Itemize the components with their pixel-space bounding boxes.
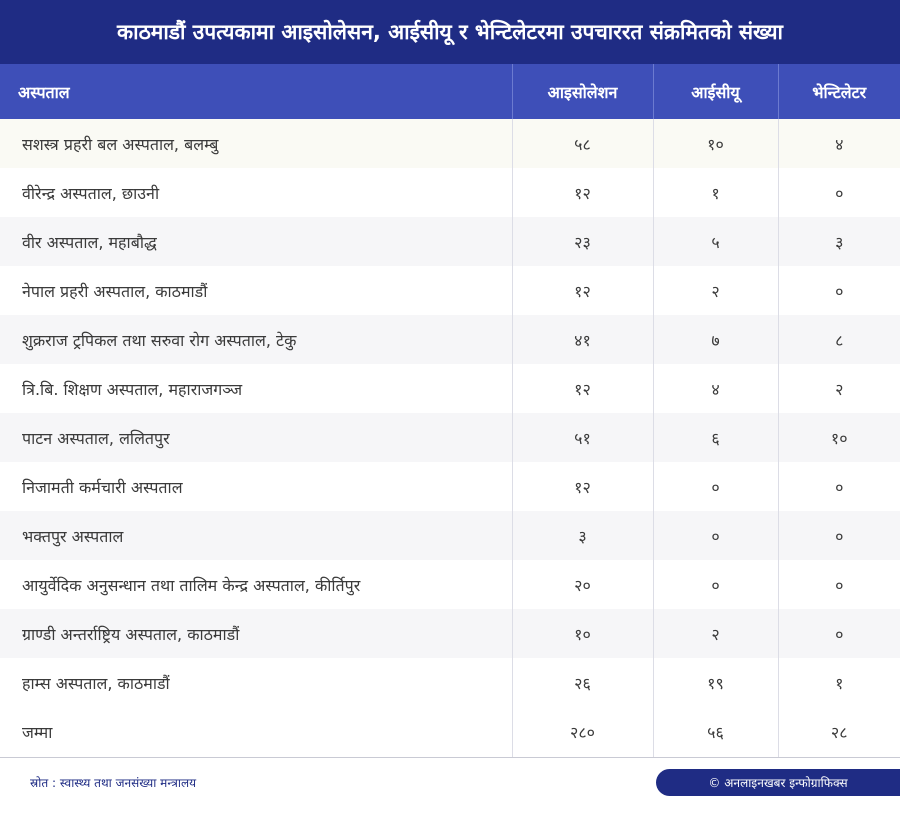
credit-badge: © अनलाइनखबर इन्फोग्राफिक्स (656, 769, 900, 796)
table-row (0, 266, 900, 315)
ventilator-cell: ० (778, 462, 900, 511)
hospital-table (0, 64, 900, 758)
isolation-cell: १२ (512, 364, 653, 413)
total-row (0, 707, 900, 758)
hospital-name-cell: आयुर्वेदिक अनुसन्धान तथा तालिम केन्द्र अस्पताल, कीर्तिपुर (0, 560, 512, 609)
ventilator-cell: १ (778, 658, 900, 707)
icu-cell: १९ (653, 658, 778, 707)
ventilator-cell: ३ (778, 217, 900, 266)
icu-cell: २ (653, 609, 778, 658)
isolation-cell: ३ (512, 511, 653, 560)
table-row (0, 511, 900, 560)
icu-cell: ५ (653, 217, 778, 266)
isolation-cell: १० (512, 609, 653, 658)
table-body (0, 119, 900, 707)
ventilator-cell: ० (778, 609, 900, 658)
icu-cell: २ (653, 266, 778, 315)
hospital-name-cell: वीरेन्द्र अस्पताल, छाउनी (0, 168, 512, 217)
table-row (0, 119, 900, 168)
icu-cell: ४ (653, 364, 778, 413)
table-row (0, 315, 900, 364)
icu-cell: १० (653, 119, 778, 168)
icu-cell: ० (653, 560, 778, 609)
hospital-name-cell: सशस्त्र प्रहरी बल अस्पताल, बलम्बु (0, 119, 512, 168)
ventilator-cell: ० (778, 266, 900, 315)
isolation-cell: २० (512, 560, 653, 609)
total-label: जम्मा (0, 707, 512, 758)
isolation-cell: ४१ (512, 315, 653, 364)
title-bar (0, 0, 900, 64)
table-row (0, 560, 900, 609)
isolation-cell: ५८ (512, 119, 653, 168)
hospital-name-cell: पाटन अस्पताल, ललितपुर (0, 413, 512, 462)
column-header-isolation: आइसोलेशन (512, 64, 653, 119)
table-row (0, 609, 900, 658)
icu-cell: ६ (653, 413, 778, 462)
isolation-cell: २३ (512, 217, 653, 266)
isolation-cell: २६ (512, 658, 653, 707)
column-header-icu: आईसीयू (653, 64, 778, 119)
ventilator-cell: ० (778, 560, 900, 609)
ventilator-cell: ० (778, 511, 900, 560)
page-title: काठमाडौं उपत्यकामा आइसोलेसन, आईसीयू र भेन्टिलेटरमा उपचाररत संक्रमितको संख्या (117, 20, 783, 44)
ventilator-cell: ० (778, 168, 900, 217)
column-header-hospital: अस्पताल (0, 64, 512, 119)
table-row (0, 462, 900, 511)
hospital-name-cell: वीर अस्पताल, महाबौद्ध (0, 217, 512, 266)
table-footer (0, 707, 900, 758)
hospital-name-cell: ग्राण्डी अन्तर्राष्ट्रिय अस्पताल, काठमाडौं (0, 609, 512, 658)
icu-cell: ७ (653, 315, 778, 364)
icu-cell: ० (653, 462, 778, 511)
table-row (0, 658, 900, 707)
isolation-cell: ५१ (512, 413, 653, 462)
hospital-name-cell: निजामती कर्मचारी अस्पताल (0, 462, 512, 511)
hospital-name-cell: शुक्रराज ट्रपिकल तथा सरुवा रोग अस्पताल, टेकु (0, 315, 512, 364)
total-ventilator: २८ (778, 707, 900, 758)
hospital-name-cell: हाम्स अस्पताल, काठमाडौं (0, 658, 512, 707)
header-row (0, 64, 900, 119)
ventilator-cell: ८ (778, 315, 900, 364)
hospital-name-cell: त्रि.बि. शिक्षण अस्पताल, महाराजगञ्ज (0, 364, 512, 413)
ventilator-cell: ४ (778, 119, 900, 168)
isolation-cell: १२ (512, 462, 653, 511)
column-header-ventilator: भेन्टिलेटर (778, 64, 900, 119)
icu-cell: १ (653, 168, 778, 217)
isolation-cell: १२ (512, 266, 653, 315)
table-row (0, 364, 900, 413)
icu-cell: ० (653, 511, 778, 560)
table-row (0, 217, 900, 266)
ventilator-cell: २ (778, 364, 900, 413)
source-note: स्रोत : स्वास्थ्य तथा जनसंख्या मन्त्रालय (30, 776, 197, 790)
table-row (0, 168, 900, 217)
total-isolation: २८० (512, 707, 653, 758)
total-icu: ५६ (653, 707, 778, 758)
ventilator-cell: १० (778, 413, 900, 462)
table-row (0, 413, 900, 462)
hospital-name-cell: नेपाल प्रहरी अस्पताल, काठमाडौं (0, 266, 512, 315)
table-header (0, 64, 900, 119)
isolation-cell: १२ (512, 168, 653, 217)
hospital-name-cell: भक्तपुर अस्पताल (0, 511, 512, 560)
